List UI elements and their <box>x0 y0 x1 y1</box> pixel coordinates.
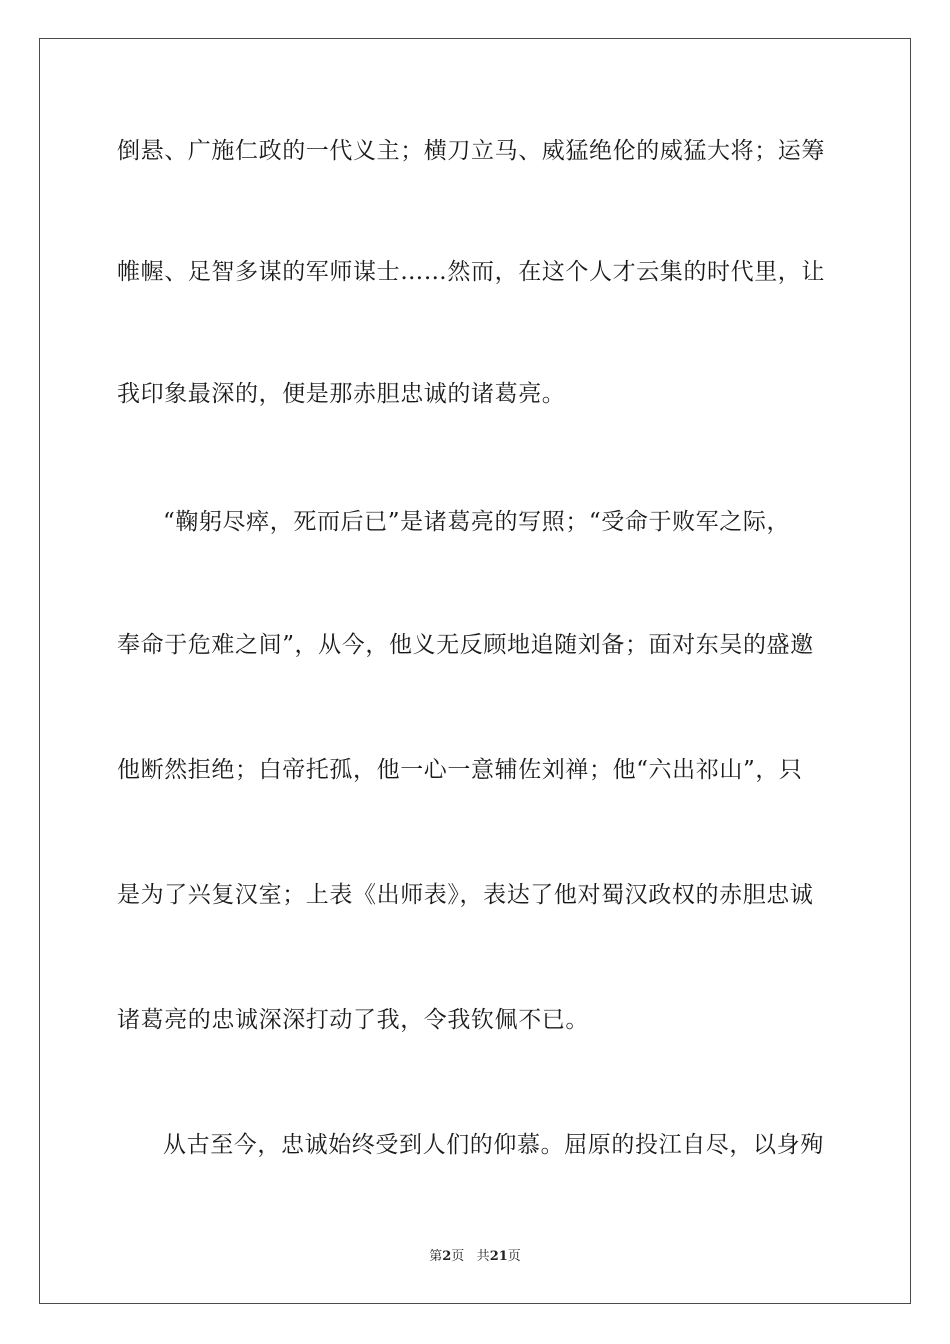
page-prefix: 第 <box>429 1249 443 1264</box>
total-pages: 21 <box>489 1249 508 1264</box>
page-number: 2 <box>442 1249 452 1264</box>
total-suffix: 页 <box>507 1249 521 1264</box>
text-line: 帷幄、足智多谋的军师谋士……然而，在这个人才云集的时代里，让 <box>117 259 825 285</box>
paragraph-start-line: 从古至今，忠诚始终受到人们的仰慕。屈原的投江自尽，以身殉 <box>163 1132 824 1158</box>
text-line: 我印象最深的，便是那赤胆忠诚的诸葛亮。 <box>117 381 566 407</box>
page-footer <box>0 1249 950 1265</box>
page-suffix: 页 <box>451 1249 465 1264</box>
text-line: 奉命于危难之间”，从今，他义无反顾地追随刘备；面对东吴的盛邀 <box>117 632 814 658</box>
text-line: 是为了兴复汉室；上表《出师表》，表达了他对蜀汉政权的赤胆忠诚 <box>117 882 814 908</box>
text-line: 诸葛亮的忠诚深深打动了我，令我钦佩不已。 <box>117 1007 589 1033</box>
page-border <box>39 38 911 1304</box>
paragraph-start-line: “鞠躬尽瘁，死而后已”是诸葛亮的写照；“受命于败军之际， <box>163 509 791 535</box>
text-line: 他断然拒绝；白帝托孤，他一心一意辅佐刘禅；他“六出祁山”，只 <box>117 757 803 783</box>
text-line: 倒悬、广施仁政的一代义主；横刀立马、威猛绝伦的威猛大将；运筹 <box>117 138 825 164</box>
total-prefix: 共 <box>476 1249 490 1264</box>
